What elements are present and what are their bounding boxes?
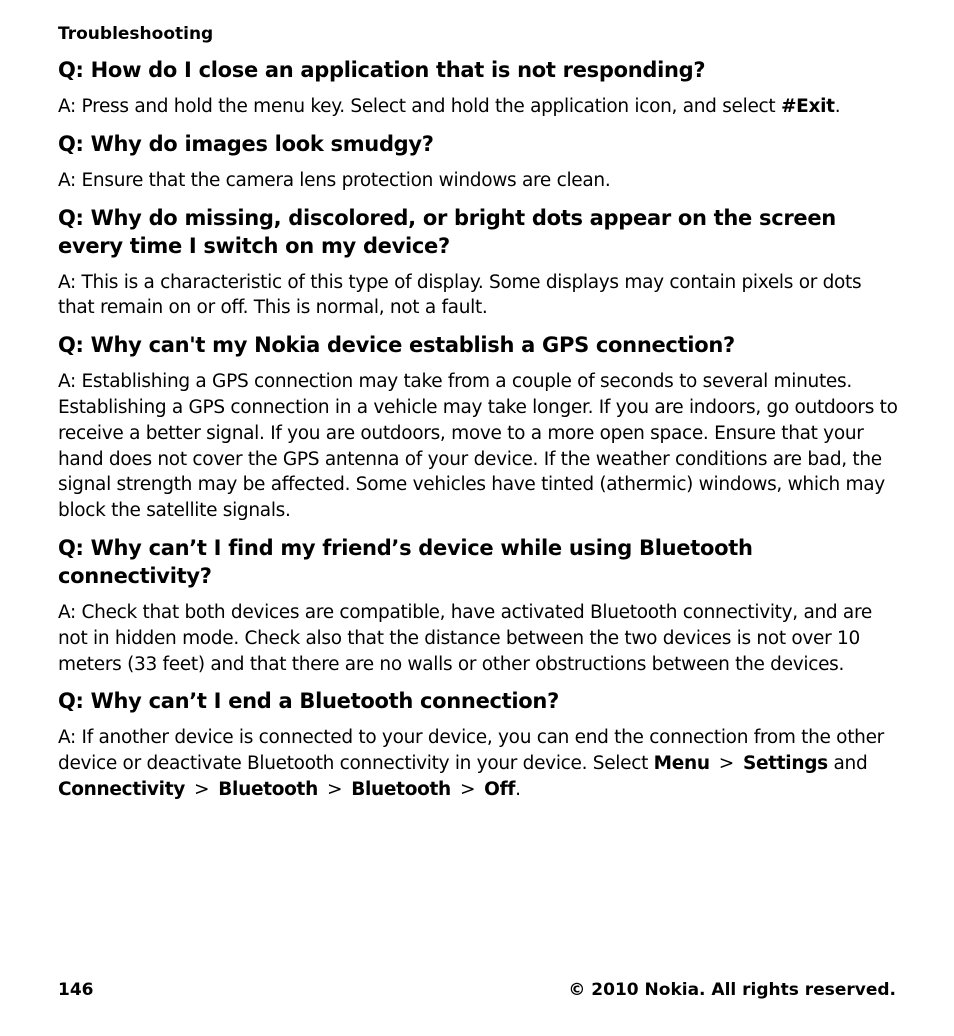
question-smudgy-images: Q: Why do images look smudgy? (58, 131, 434, 156)
path-separator: > (718, 753, 734, 775)
path-and: and (833, 753, 868, 775)
answer-end: . (834, 96, 841, 117)
answer-smudgy-images: A: Ensure that the camera lens protection windows are clean. (58, 169, 611, 191)
answer-close-app (58, 94, 900, 120)
path-separator: > (194, 778, 210, 800)
page-number: 146 (58, 980, 94, 1000)
question-screen-dots: Q: Why do missing, discolored, or bright dots appear on the screen every time I switch on my device? (58, 205, 836, 258)
answer-gps-connection: A: Establishing a GPS connection may take from a couple of seconds to several minutes. Establishing a GPS connection in a vehicle may take longer. If you are indoors, go outdoors to receive a better signal. If you are outdoors, move to a more open space. Ensure that your hand does not cover the GPS antenna of your device. If the weather conditions are bad, the signal strength may be affected. Some vehicles have tinted (athermic) windows, which may block the satellite signals. (58, 371, 898, 522)
answer-screen-dots: A: This is a characteristic of this type of display. Some displays may contain pixels or dots that remain on or off. This is normal, not a fault. (58, 271, 862, 319)
path-separator: > (326, 778, 343, 800)
copyright-notice: © 2010 Nokia. All rights reserved. (568, 980, 896, 1000)
question-close-app: Q: How do I close an application that is not responding? (58, 58, 706, 82)
menu-path-menu: Menu (653, 753, 710, 775)
answer-end: . (515, 778, 521, 800)
menu-path-off: Off (484, 778, 516, 800)
menu-path-connectivity: Connectivity (58, 778, 186, 800)
answer-bluetooth-find: A: Check that both devices are compatible, have activated Bluetooth connectivity, and are not in hidden mode. Check also that the distance between the two devices is not over 10 meters (33 feet) and that there are no walls or other obstructions between the devices. (58, 601, 872, 675)
question-bluetooth-end: Q: Why can’t I end a Bluetooth connection? (58, 689, 559, 714)
question-gps-connection: Q: Why can't my Nokia device establish a GPS connection? (58, 333, 735, 358)
section-header: Troubleshooting (58, 24, 214, 44)
menu-path-settings: Settings (742, 753, 828, 775)
menu-path-bluetooth: Bluetooth (218, 778, 318, 800)
manual-page (58, 20, 900, 813)
exit-option: #Exit (780, 96, 835, 117)
question-bluetooth-find: Q: Why can’t I find my friend’s device while using Bluetooth connectivity? (58, 535, 753, 588)
answer-text: A: If another device is connected to your device, you can end the connection from the other device or deactivate Bluetooth connectivity in your device. Select (58, 727, 884, 775)
menu-path-bluetooth-setting: Bluetooth (351, 778, 451, 800)
answer-bluetooth-end (58, 725, 900, 802)
answer-text: A: Press and hold the menu key. Select and hold the application icon, and select (58, 96, 781, 117)
path-separator: > (459, 778, 476, 800)
